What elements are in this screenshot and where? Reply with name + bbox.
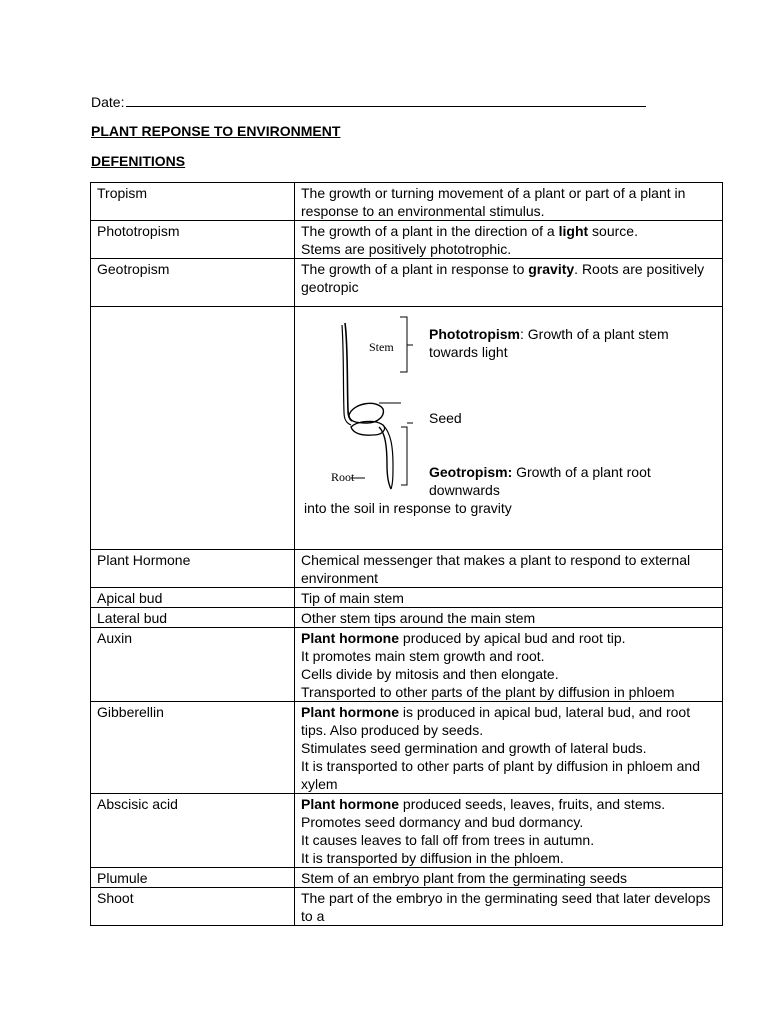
definition-text: It promotes main stem growth and root. [301,648,545,664]
table-row [91,868,723,888]
table-row [91,588,723,608]
definition-cell [295,588,723,608]
table-row [91,888,723,926]
term-cell: Apical bud [91,588,295,608]
term-cell: Phototropism [91,221,295,259]
definition-text: Plant hormone produced by apical bud and root tip. [301,630,626,646]
definition-cell [295,550,723,588]
date-line [91,93,646,111]
definition-text: Plant hormone produced seeds, leaves, fruits, and stems. [301,796,666,812]
table-row [91,608,723,628]
geotropism-label-continued: into the soil in response to gravity [304,500,512,516]
definition-text: The part of the embryo in the germinating seed that later develops to a [301,890,711,924]
term-cell: Plant Hormone [91,550,295,588]
term-cell: Abscisic acid [91,794,295,868]
definition-cell [295,221,723,259]
definition-text: Chemical messenger that makes a plant to respond to external environment [301,552,691,586]
table-row [91,794,723,868]
definition-cell [295,628,723,702]
table-row [91,307,723,550]
definition-text: The growth or turning movement of a plant or part of a plant in response to an environmental stimulus. [301,185,686,219]
table-row [91,628,723,702]
term-cell: Plumule [91,868,295,888]
definition-text: It is transported by diffusion in the phloem. [301,850,564,866]
definition-text: It causes leaves to fall off from trees in autumn. [301,832,595,848]
definition-cell [295,888,723,926]
table-row [91,221,723,259]
term-cell: Tropism [91,183,295,221]
root-label: Root [331,470,355,484]
definition-cell [295,608,723,628]
seed-label: Seed [429,410,462,426]
term-cell: Lateral bud [91,608,295,628]
term-cell: Shoot [91,888,295,926]
definition-text: Cells divide by mitosis and then elongate. [301,666,559,682]
definition-cell [295,702,723,794]
definition-text: Plant hormone is produced in apical bud, lateral bud, and root tips. Also produced by seeds. [301,704,691,738]
term-cell: Geotropism [91,259,295,307]
definitions-table [90,182,723,926]
definition-text: The growth of a plant in response to gravity. Roots are positively geotropic [301,261,705,295]
definition-text: Stem of an embryo plant from the germinating seeds [301,870,628,886]
definition-text: Promotes seed dormancy and bud dormancy. [301,814,584,830]
document-title: PLANT REPONSE TO ENVIRONMENT [91,123,341,139]
seedling-diagram-cell [295,307,723,550]
table-row [91,259,723,307]
stem-label: Stem [369,340,394,354]
term-cell: Gibberellin [91,702,295,794]
definition-text: Tip of main stem [301,590,404,606]
definition-cell [295,868,723,888]
term-cell [91,307,295,550]
seed-shape [349,403,383,423]
definition-text: Other stem tips around the main stem [301,610,536,626]
definition-cell [295,183,723,221]
date-blank-line [126,93,646,107]
stem-shape [345,323,352,421]
date-label: Date: [91,94,125,110]
table-row [91,183,723,221]
definition-text: It is transported to other parts of plant by diffusion in phloem and xylem [301,758,700,792]
table-row [91,702,723,794]
definition-text: Transported to other parts of the plant by diffusion in phloem [301,684,675,700]
term-cell: Auxin [91,628,295,702]
definition-cell [295,259,723,307]
definition-cell [295,794,723,868]
definition-text: The growth of a plant in the direction of a light source. [301,223,638,239]
definition-text: Stems are positively phototrophic. [301,241,512,257]
definitions-heading: DEFENITIONS [91,153,186,169]
phototropism-label: Phototropism: Growth of a plant stem towards light [429,326,669,360]
table-row [91,550,723,588]
definition-text: Stimulates seed germination and growth of lateral buds. [301,740,647,756]
geotropism-label: Geotropism: Growth of a plant root downwards [429,464,651,498]
